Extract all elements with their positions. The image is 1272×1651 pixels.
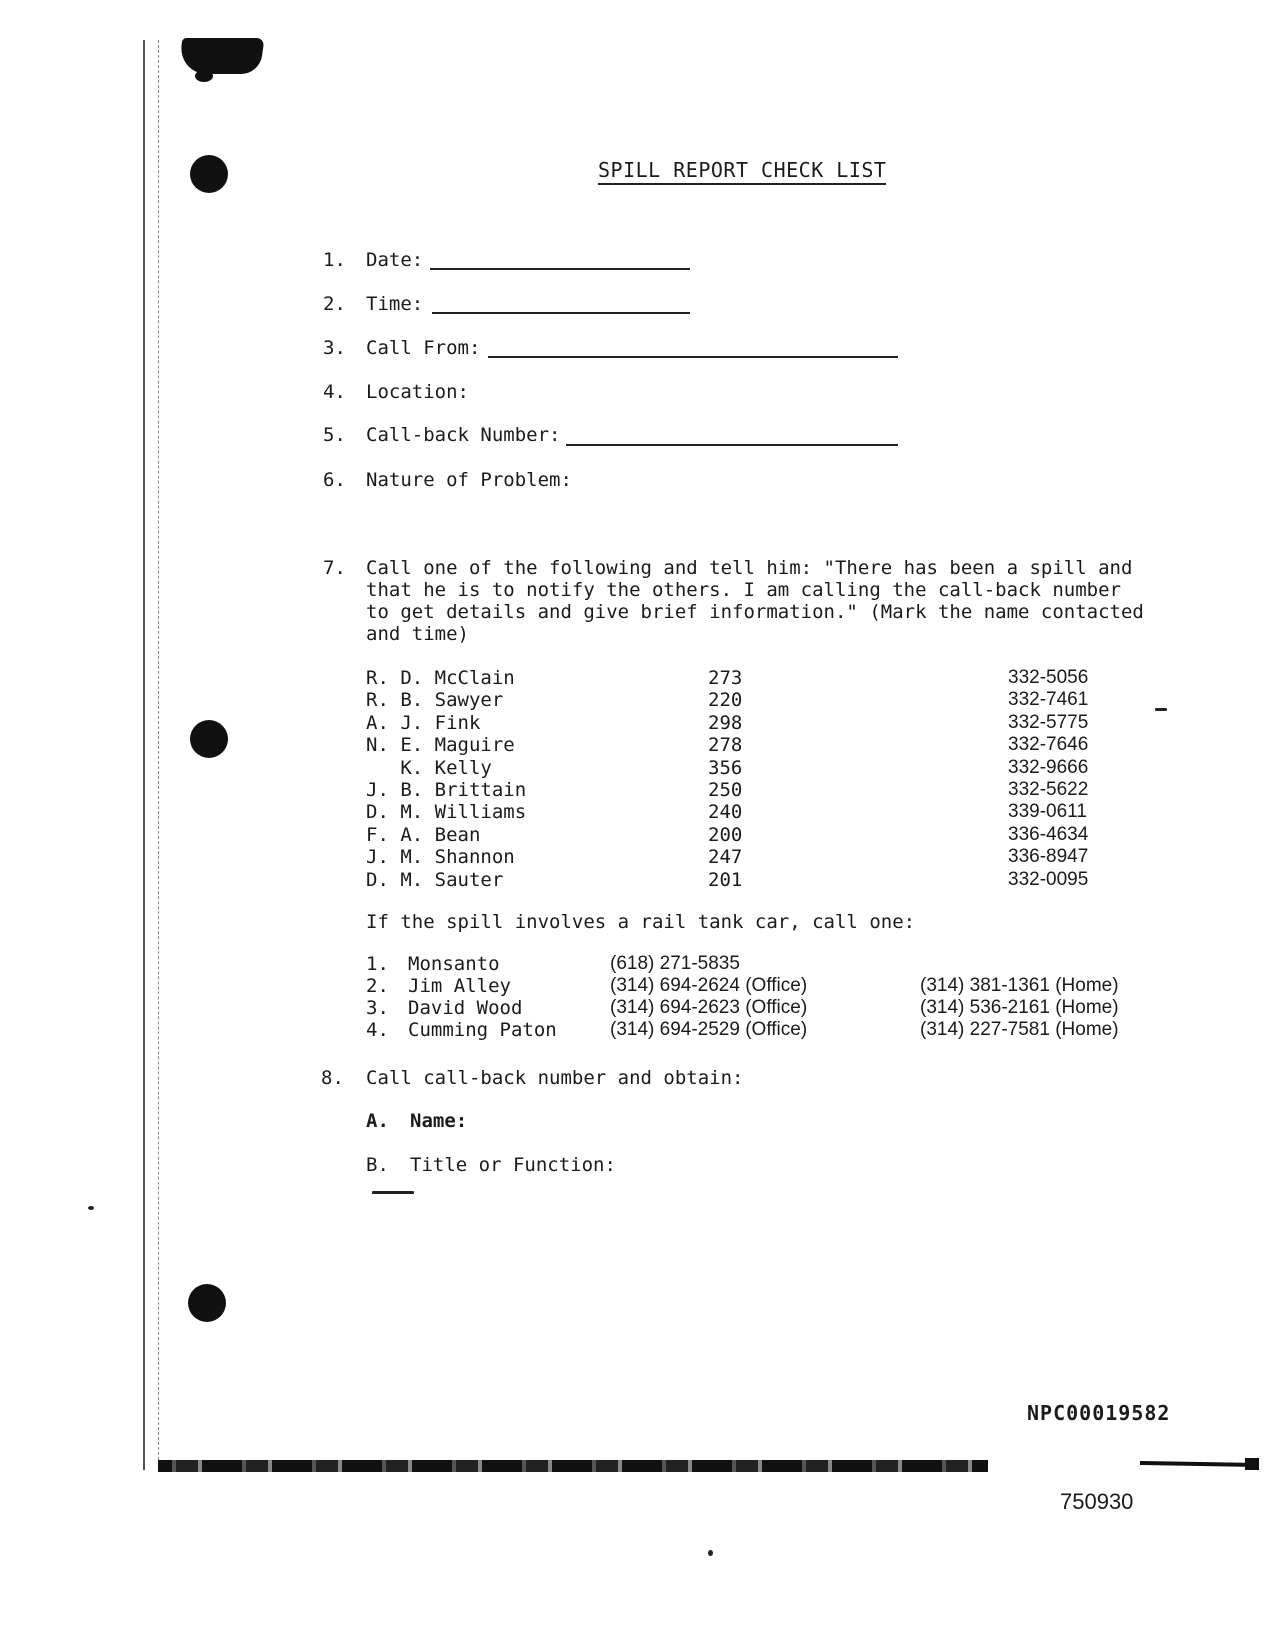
contact-name: R. B. Sawyer (366, 689, 504, 712)
field-label-location: Location: (366, 381, 469, 403)
rail-contact-name: Cumming Paton (408, 1019, 557, 1041)
rail-contact-number: 4. (366, 1019, 389, 1041)
rail-contact-home-phone: (314) 227-7581 (Home) (920, 1019, 1119, 1040)
field-label-date: Date: (366, 249, 424, 271)
contact-name: D. M. Williams (366, 801, 527, 824)
contact-phone: 339-0611 (1008, 801, 1087, 823)
punch-hole-top (190, 155, 228, 193)
field-label-time: Time: (366, 293, 424, 315)
speck (88, 1206, 94, 1210)
contact-table (366, 667, 1176, 891)
contact-phone: 332-0095 (1008, 868, 1089, 890)
binder-edge-line (143, 40, 145, 1470)
rail-contact-row (366, 997, 1186, 1019)
item8-sub-letter: A. (366, 1110, 389, 1132)
punch-hole-bottom (188, 1284, 226, 1322)
bottom-scan-mark (1140, 1461, 1258, 1467)
contact-row (366, 734, 1176, 756)
contact-name: N. E. Maguire (366, 734, 515, 757)
contact-row (366, 824, 1176, 846)
call-back-blank-line (566, 444, 898, 446)
field-number: 3. (323, 337, 346, 359)
field-number: 4. (323, 381, 346, 403)
field-number: 5. (323, 424, 346, 446)
call-from-blank-line (488, 356, 898, 358)
contact-name: D. M. Sauter (366, 868, 504, 891)
contact-extension: 201 (708, 868, 743, 891)
rail-contact-row (366, 975, 1186, 997)
contact-row (366, 667, 1176, 689)
field-label-call-from: Call From: (366, 337, 481, 359)
contact-phone: 332-5775 (1008, 711, 1089, 733)
rail-contact-row (366, 953, 1186, 975)
field-number: 1. (323, 249, 346, 271)
contact-extension: 240 (708, 801, 743, 824)
contact-extension: 220 (708, 689, 743, 712)
contact-extension: 298 (708, 711, 743, 734)
contact-phone: 332-5056 (1008, 667, 1089, 688)
item8-instruction: Call call-back number and obtain: (366, 1067, 744, 1089)
contact-row (366, 712, 1176, 734)
rail-contact-number: 2. (366, 975, 389, 997)
date-blank-line (430, 268, 690, 270)
contact-name: F. A. Bean (366, 823, 481, 846)
contact-phone: 332-5622 (1008, 778, 1089, 800)
rail-contact-office-phone: (314) 694-2624 (Office) (610, 975, 808, 996)
contact-extension: 356 (708, 756, 743, 779)
contact-row (366, 846, 1176, 868)
contact-name: A. J. Fink (366, 711, 481, 734)
rail-contact-number: 3. (366, 997, 389, 1019)
contact-row (366, 801, 1176, 823)
contact-phone: 336-8947 (1008, 846, 1089, 868)
field-number: 2. (323, 293, 346, 315)
field-label-nature-of-problem: Nature of Problem: (366, 469, 572, 491)
item8-sub-letter: B. (366, 1154, 389, 1176)
contact-row (366, 869, 1176, 891)
contact-phone: 336-4634 (1008, 823, 1089, 845)
rail-tank-car-instruction: If the spill involves a rail tank car, call one: (366, 911, 916, 933)
contact-name: J. M. Shannon (366, 846, 515, 869)
contact-name: R. D. McClain (366, 667, 515, 689)
rail-contact-name: Monsanto (408, 953, 500, 975)
ink-blot-drip (195, 70, 213, 82)
contact-name: K. Kelly (366, 756, 492, 779)
contact-row (366, 779, 1176, 801)
contact-extension: 200 (708, 823, 743, 846)
ink-blot-top (177, 38, 264, 74)
item7-instructions: Call one of the following and tell him: "There has been a spill and that he is to notify the others. I am calling the call-back number to get details and give brief information." (Mark the name contacted and time) (366, 557, 1144, 645)
speck (708, 1550, 713, 1556)
rail-contact-office-phone: (618) 271-5835 (610, 953, 740, 974)
contact-row (366, 689, 1176, 711)
contact-extension: 273 (708, 667, 743, 689)
document-id-stamp: NPC00019582 (1027, 1401, 1171, 1425)
punch-hole-middle (190, 720, 228, 758)
rail-contact-office-phone: (314) 694-2623 (Office) (610, 997, 808, 1018)
rail-contact-name: Jim Alley (408, 975, 511, 997)
bottom-scan-mark-end (1245, 1458, 1259, 1470)
contact-name: J. B. Brittain (366, 778, 527, 801)
contact-phone: 332-7461 (1008, 689, 1089, 711)
rail-contact-list (366, 953, 1186, 1041)
rail-contact-number: 1. (366, 953, 389, 975)
page-title: SPILL REPORT CHECK LIST (598, 158, 886, 185)
time-blank-line (432, 312, 690, 314)
field-label-name: Name: (410, 1110, 468, 1132)
contact-extension: 247 (708, 846, 743, 869)
field-label-title-or-function: Title or Function: (410, 1154, 616, 1176)
item-number: 8. (321, 1067, 344, 1089)
contact-extension: 278 (708, 734, 743, 757)
field-label-call-back-number: Call-back Number: (366, 424, 561, 446)
rail-contact-row (366, 1019, 1186, 1041)
contact-row (366, 757, 1176, 779)
binder-dashed-line (158, 40, 160, 1460)
rail-contact-name: David Wood (408, 997, 523, 1019)
field-number: 6. (323, 469, 346, 491)
item-number: 7. (323, 557, 346, 579)
batch-number: 750930 (1060, 1489, 1134, 1514)
rail-contact-home-phone: (314) 536-2161 (Home) (920, 997, 1119, 1018)
rail-contact-office-phone: (314) 694-2529 (Office) (610, 1019, 808, 1040)
contact-extension: 250 (708, 778, 743, 801)
contact-phone: 332-9666 (1008, 756, 1089, 778)
rail-contact-home-phone: (314) 381-1361 (Home) (920, 975, 1119, 996)
bottom-scan-bar (158, 1460, 988, 1472)
pencil-mark (372, 1191, 414, 1194)
contact-phone: 332-7646 (1008, 734, 1089, 756)
